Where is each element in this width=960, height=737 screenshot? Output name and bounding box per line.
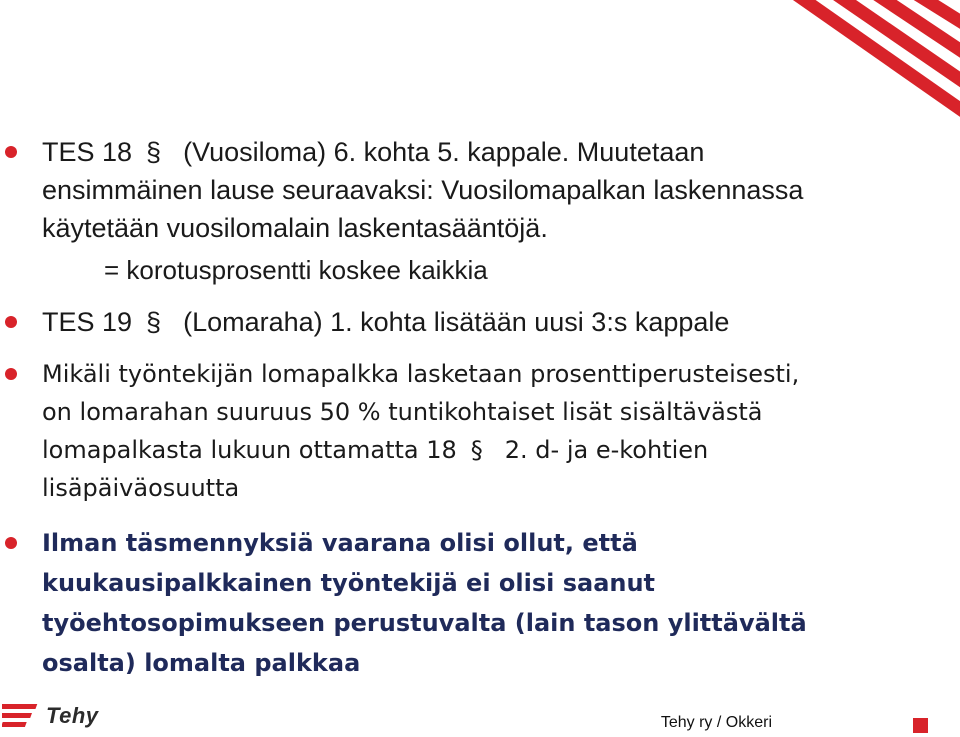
section-sign: § [470, 436, 483, 464]
bullet-dot-icon [5, 368, 17, 380]
bullet-emphasis [0, 523, 840, 683]
bullet-tes18-ref: TES 18 [42, 137, 133, 167]
tehy-logo-mark-icon [2, 702, 42, 730]
footer-credit: Tehy ry / Okkeri [660, 714, 772, 731]
bullet-lomaraha-text-end: 2. d- ja e-kohtien lisäpäiväosuutta [42, 436, 709, 502]
corner-square-icon [913, 718, 928, 733]
bullet-emphasis-text: Ilman täsmennyksiä vaarana olisi ollut, että kuukausipalkkainen työntekijä ei olisi saanut työehtosopimukseen perustuvalta (lain tason ylittävältä osalta) lomalta palkkaa [42, 529, 807, 677]
tehy-logo [2, 701, 99, 731]
bullet-tes19 [0, 303, 830, 341]
bullet-dot-icon [5, 537, 17, 549]
sub-note: = korotusprosentti koskee kaikkia [104, 255, 488, 285]
bullet-lomaraha-text: Mikäli työntekijän lomapalkka lasketaan prosenttiperusteisesti, on lomarahan suuruus 50 % tuntikohtaiset lisät sisältävästä lomapalkasta lukuun ottamatta 18 [42, 360, 800, 464]
bullet-tes19-text: (Lomaraha) 1. kohta lisätään uusi 3:s kappale [183, 307, 730, 337]
logo-text: Tehy [46, 703, 99, 728]
bullet-tes19-ref: TES 19 [42, 307, 133, 337]
bullet-lomaraha-rule [0, 355, 830, 507]
slide-content [0, 133, 960, 683]
bullet-tes18-text: (Vuosiloma) 6. kohta 5. kappale. Muutetaan ensimmäinen lause seuraavaksi: Vuosilomapalkan laskennassa käytetään vuosilomalain laskentasääntöjä. [42, 137, 804, 243]
bullet-dot-icon [5, 316, 17, 328]
bullet-tes18 [0, 133, 830, 247]
section-sign: § [146, 307, 162, 337]
decorative-stripes [730, 0, 960, 140]
section-sign: § [146, 137, 162, 167]
bullet-dot-icon [5, 146, 17, 158]
slide-footer [0, 697, 960, 737]
